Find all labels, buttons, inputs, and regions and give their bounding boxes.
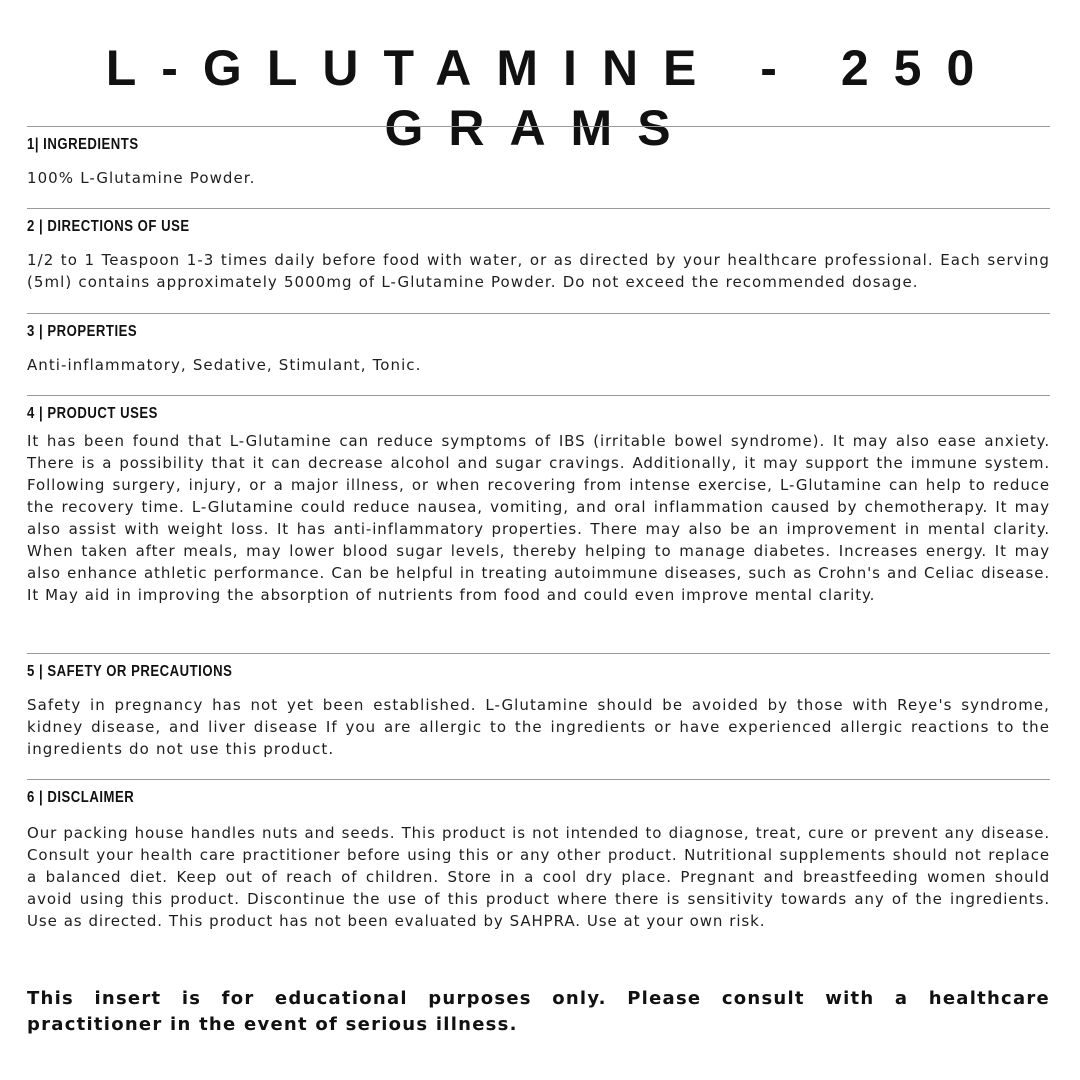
section-heading-safety-or-precautions: 5 | SAFETY OR PRECAUTIONS (27, 663, 233, 680)
section-text-ingredients: 100% L-Glutamine Powder. (27, 169, 256, 187)
section-text-disclaimer: Our packing house handles nuts and seeds. This product is not intended to diagnose, treat, cure or prevent any disease. Consult your health care practitioner before using this or any other product. Nutritional supplements should not replace a balanced diet. Keep out of reach of children. Store in a cool dry place. Pregnant and breastfeeding women should avoid using this product. Discontinue the use of this product where there is sensitivity towards any of the ingredients. Use as directed. This product has not been evaluated by SAHPRA. Use at your own risk. (27, 824, 1050, 930)
section-safety-or-precautions (27, 653, 1050, 760)
section-disclaimer (27, 779, 1050, 932)
section-properties (27, 313, 1050, 376)
educational-footer-note: This insert is for educational purposes only. Please consult with a healthcare practitioner in the event of serious illness. (27, 988, 1050, 1035)
section-heading-disclaimer: 6 | DISCLAIMER (27, 789, 135, 806)
section-text-product-uses: It has been found that L-Glutamine can reduce symptoms of IBS (irritable bowel syndrome). It may also ease anxiety. There is a possibility that it can decrease alcohol and sugar cravings. Additionally, it may support the immune system. Following surgery, injury, or a major illness, or when recovering from intense exercise, L-Glutamine can help to reduce the recovery time. L-Glutamine could reduce nausea, vomiting, and oral inflammation caused by chemotherapy. It may also assist with weight loss. It has anti-inflammatory properties. There may also be an improvement in mental clarity. When taken after meals, may lower blood sugar levels, thereby helping to manage diabetes. Increases energy. It may also enhance athletic performance. Can be helpful in treating autoimmune diseases, such as Crohn's and Celiac disease. It May aid in improving the absorption of nutrients from food and could even improve mental clarity. (27, 432, 1050, 604)
section-text-properties: Anti-inflammatory, Sedative, Stimulant, Tonic. (27, 356, 422, 374)
section-ingredients (27, 126, 1050, 189)
section-heading-directions-of-use: 2 | DIRECTIONS OF USE (27, 218, 190, 235)
section-text-directions-of-use: 1/2 to 1 Teaspoon 1-3 times daily before food with water, or as directed by your healthcare professional. Each serving (5ml) contains approximately 5000mg of L-Glutamine Powder. Do not exceed the recommended dosage. (27, 251, 1050, 291)
section-directions-of-use (27, 208, 1050, 293)
page-title: L-GLUTAMINE - 250 GRAMS (105, 40, 1000, 156)
section-product-uses (27, 395, 1050, 606)
section-heading-ingredients: 1| INGREDIENTS (27, 136, 139, 153)
section-heading-product-uses: 4 | PRODUCT USES (27, 405, 158, 422)
section-heading-properties: 3 | PROPERTIES (27, 323, 138, 340)
section-text-safety-or-precautions: Safety in pregnancy has not yet been established. L-Glutamine should be avoided by those with Reye's syndrome, kidney disease, and liver disease If you are allergic to the ingredients or have experienced allergic reactions to the ingredients do not use this product. (27, 696, 1050, 758)
